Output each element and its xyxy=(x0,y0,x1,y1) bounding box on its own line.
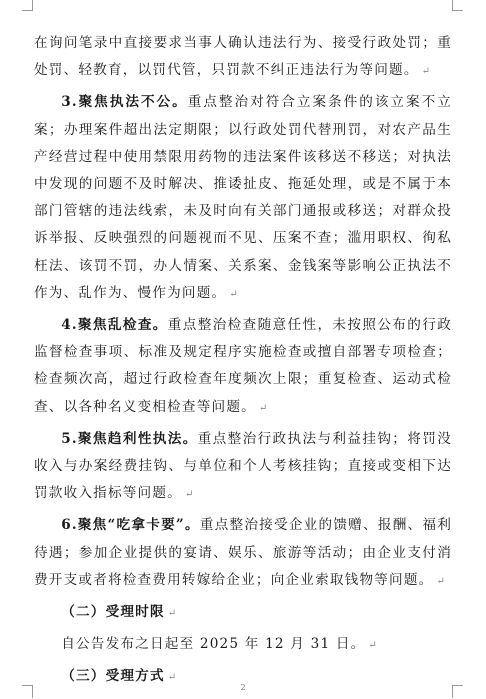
item-heading: 5.聚焦趋利性执法。 xyxy=(61,430,198,447)
paragraph: 5.聚焦趋利性执法。重点整治行政执法与利益挂钩；将罚没收入与办案经费挂钩、与单位和个人考核挂钩；直接或变相下达罚款收入指标等问题。 ↵ xyxy=(34,430,452,502)
paragraph: 3.聚焦执法不公。重点整治对符合立案条件的该立案不立案；办理案件超出法定期限；以行政处罚代替刑罚，对农产品生产经营过程中使用禁限用药物的违法案件该移送不移送；对执法中发现的问题不及时解决、推诿扯皮、拖延处理，或是不属于本部门管辖的违法线索，未及时向有关部门通报或移送；对群众投诉举报、反映强烈的问题视而不见、压案不查；滥用职权、徇私枉法、该罚不罚，办人情案、关系案、金钱案等影响公正执法不作为、乱作为、慢作为问题。 ↵ xyxy=(34,94,452,301)
paragraph: 在询问笔录中直接要求当事人确认违法行为、接受行政处罚；重处罚、轻教育，以罚代管，只罚款不纠正违法行为等问题。 ↵ xyxy=(34,35,452,79)
paragraph: 4.聚焦乱检查。重点整治检查随意任性，未按照公布的行政监督检查事项、标准及规定程序实施检查或擅自部署专项检查；检查频次高，超过行政检查年度频次上限；重复检查、运动式检查、以各种名义变相检查等问题。 ↵ xyxy=(34,317,452,415)
paragraph-mark-icon: ↵ xyxy=(258,402,269,414)
item-heading: 3.聚焦执法不公。 xyxy=(61,94,188,111)
section-heading: （二）受理时限 ↵ xyxy=(61,604,178,621)
paragraph-mark-icon: ↵ xyxy=(229,288,239,300)
crop-mark-top-right xyxy=(452,0,463,11)
page-number: 2 xyxy=(240,683,246,692)
item-heading: 4.聚焦乱检查。 xyxy=(61,317,168,334)
document-body xyxy=(34,30,452,696)
paragraph-mark-icon: ↵ xyxy=(167,672,178,684)
paragraph-mark-icon: ↵ xyxy=(368,640,379,652)
paragraph-mark-icon: ↵ xyxy=(184,489,195,501)
paragraph: 自公告发布之日起至 2025 年 12 月 31 日。 ↵ xyxy=(61,636,379,653)
paragraph: 6.聚焦“吃拿卡要”。重点整治接受企业的馈赠、报酬、福利待遇；参加企业提供的宴请、娱乐、旅游等活动；由企业支付消费开支或者将检查费用转嫁给企业；向企业索取钱物等问题。 ↵ xyxy=(34,517,452,588)
paragraph-mark-icon: ↵ xyxy=(421,66,432,78)
paragraph-mark-icon: ↵ xyxy=(167,608,178,620)
crop-mark-top-left xyxy=(22,0,33,11)
section-heading: （三）受理方式 ↵ xyxy=(61,668,178,685)
item-heading: 6.聚焦“吃拿卡要”。 xyxy=(61,517,200,534)
paragraph-mark-icon: ↵ xyxy=(436,575,447,587)
